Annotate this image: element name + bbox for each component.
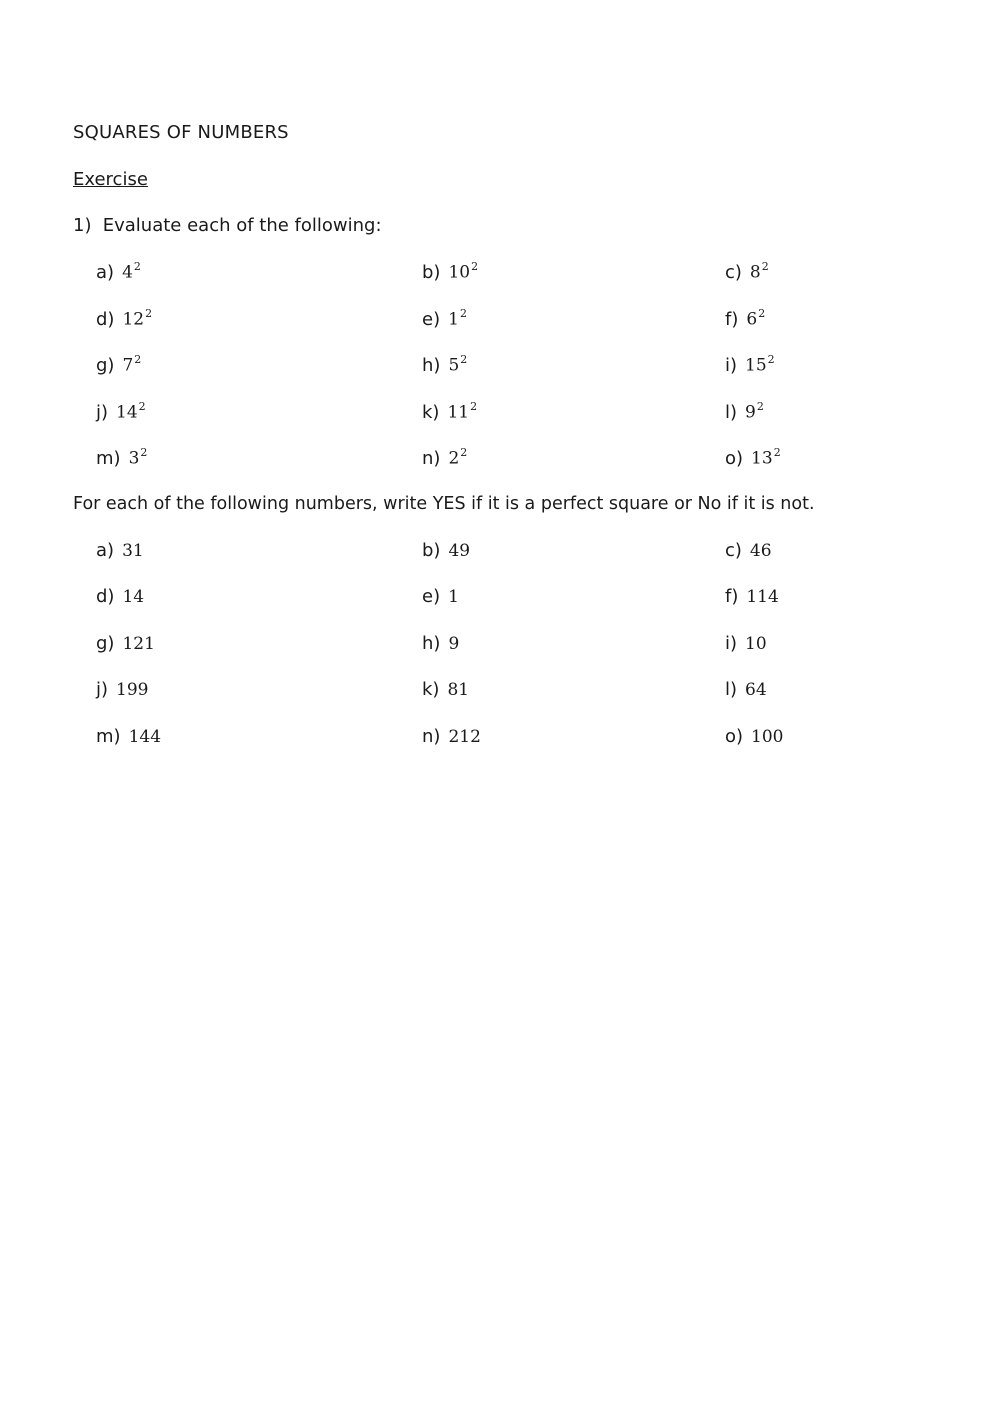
item-value: 46 (749, 541, 772, 561)
item-exponent: 2 (134, 353, 142, 366)
item-label: b) (422, 261, 441, 283)
item-base: 12 (122, 309, 145, 330)
item-expression (745, 354, 775, 376)
item-label: o) (725, 447, 744, 469)
perfect-square-item-f (725, 586, 779, 607)
perfect-square-item-c (725, 540, 772, 561)
item-label: a) (96, 540, 115, 561)
perfect-square-item-m (96, 726, 161, 747)
item-label: o) (725, 726, 744, 747)
evaluate-item-k (422, 401, 477, 423)
item-exponent: 2 (460, 446, 468, 459)
item-label: h) (422, 354, 441, 376)
evaluate-item-g (96, 354, 141, 376)
item-base: 5 (448, 355, 460, 376)
evaluate-item-n (422, 447, 467, 469)
item-expression (448, 447, 467, 469)
item-label: j) (96, 401, 109, 423)
item-value: 144 (128, 727, 162, 747)
evaluate-item-c (725, 261, 769, 283)
perfect-square-item-n (422, 726, 481, 747)
item-label: m) (96, 447, 121, 469)
question-1-prompt (73, 215, 382, 236)
item-label: k) (422, 401, 440, 423)
perfect-square-item-l (725, 679, 767, 700)
item-exponent: 2 (758, 307, 766, 320)
perfect-square-item-d (96, 586, 144, 607)
perfect-square-item-o (725, 726, 784, 747)
question-2-prompt: For each of the following numbers, write YES if it is a perfect square or No if it is not. (73, 494, 815, 514)
item-expression (447, 401, 477, 423)
item-value: 10 (745, 634, 767, 654)
item-exponent: 2 (756, 400, 764, 413)
evaluate-item-b (422, 261, 478, 283)
item-value: 212 (448, 727, 481, 747)
item-label: h) (422, 633, 441, 654)
item-label: k) (422, 679, 440, 700)
item-expression (116, 401, 146, 423)
item-expression (750, 261, 769, 283)
item-base: 4 (122, 262, 133, 283)
perfect-square-item-e (422, 586, 459, 607)
evaluate-item-d (96, 308, 152, 330)
item-exponent: 2 (460, 353, 468, 366)
item-label: n) (422, 447, 441, 469)
item-expression (122, 308, 152, 330)
evaluate-item-i (725, 354, 775, 376)
item-exponent: 2 (459, 307, 467, 320)
perfect-square-item-a (96, 540, 144, 561)
item-label: f) (725, 308, 739, 330)
item-label: f) (725, 586, 739, 607)
item-base: 6 (746, 309, 758, 330)
item-value: 114 (746, 587, 779, 607)
item-label: l) (725, 679, 738, 700)
item-value: 64 (745, 680, 767, 700)
evaluate-item-o (725, 447, 781, 469)
item-value: 121 (122, 634, 155, 654)
item-label: e) (422, 308, 441, 330)
perfect-square-item-i (725, 633, 767, 654)
perfect-square-item-k (422, 679, 469, 700)
item-base: 3 (128, 448, 140, 469)
item-base: 15 (745, 355, 767, 376)
item-label: i) (725, 354, 738, 376)
perfect-square-item-g (96, 633, 155, 654)
question-1-number: 1) (73, 215, 92, 236)
item-label: b) (422, 540, 441, 561)
item-expression (751, 447, 781, 469)
item-exponent: 2 (133, 260, 141, 273)
item-label: g) (96, 633, 115, 654)
item-expression (448, 354, 467, 376)
item-expression (122, 354, 141, 376)
item-exponent: 2 (471, 260, 479, 273)
evaluate-item-f (725, 308, 765, 330)
item-exponent: 2 (761, 260, 769, 273)
item-base: 14 (116, 402, 138, 423)
item-label: a) (96, 261, 115, 283)
evaluate-item-j (96, 401, 146, 423)
evaluate-item-m (96, 447, 147, 469)
evaluate-item-e (422, 308, 467, 330)
item-expression (746, 308, 765, 330)
item-label: i) (725, 633, 738, 654)
item-label: d) (96, 586, 115, 607)
item-label: l) (725, 401, 738, 423)
item-label: n) (422, 726, 441, 747)
item-exponent: 2 (470, 400, 478, 413)
evaluate-item-h (422, 354, 467, 376)
item-label: c) (725, 261, 742, 283)
perfect-square-item-b (422, 540, 470, 561)
item-value: 1 (448, 587, 459, 607)
item-expression (745, 401, 764, 423)
item-value: 100 (751, 727, 784, 747)
item-expression (122, 261, 141, 283)
page-title: SQUARES OF NUMBERS (73, 122, 289, 143)
item-expression (129, 447, 148, 469)
item-exponent: 2 (140, 446, 148, 459)
item-value: 14 (122, 587, 145, 607)
item-label: d) (96, 308, 115, 330)
item-value: 9 (448, 634, 460, 654)
evaluate-item-l (725, 401, 764, 423)
item-label: c) (725, 540, 742, 561)
item-value: 31 (122, 541, 144, 561)
evaluate-item-a (96, 261, 141, 283)
item-value: 199 (116, 680, 149, 700)
item-base: 8 (749, 262, 761, 283)
item-label: m) (96, 726, 121, 747)
exercise-heading: Exercise (73, 169, 148, 190)
item-label: j) (96, 679, 109, 700)
item-base: 13 (751, 448, 773, 469)
item-base: 10 (448, 262, 471, 283)
perfect-square-item-j (96, 679, 148, 700)
item-label: g) (96, 354, 115, 376)
item-exponent: 2 (138, 400, 146, 413)
perfect-square-item-h (422, 633, 459, 654)
item-exponent: 2 (773, 446, 781, 459)
item-label: e) (422, 586, 441, 607)
item-base: 9 (745, 402, 756, 423)
item-base: 1 (448, 309, 459, 330)
item-expression (448, 261, 478, 283)
item-exponent: 2 (767, 353, 775, 366)
item-base: 11 (447, 402, 470, 423)
item-base: 2 (448, 448, 460, 469)
item-exponent: 2 (145, 307, 153, 320)
item-base: 7 (122, 355, 134, 376)
question-1-text: Evaluate each of the following: (102, 215, 382, 236)
item-expression (448, 308, 467, 330)
item-value: 81 (447, 680, 470, 700)
item-value: 49 (448, 541, 471, 561)
